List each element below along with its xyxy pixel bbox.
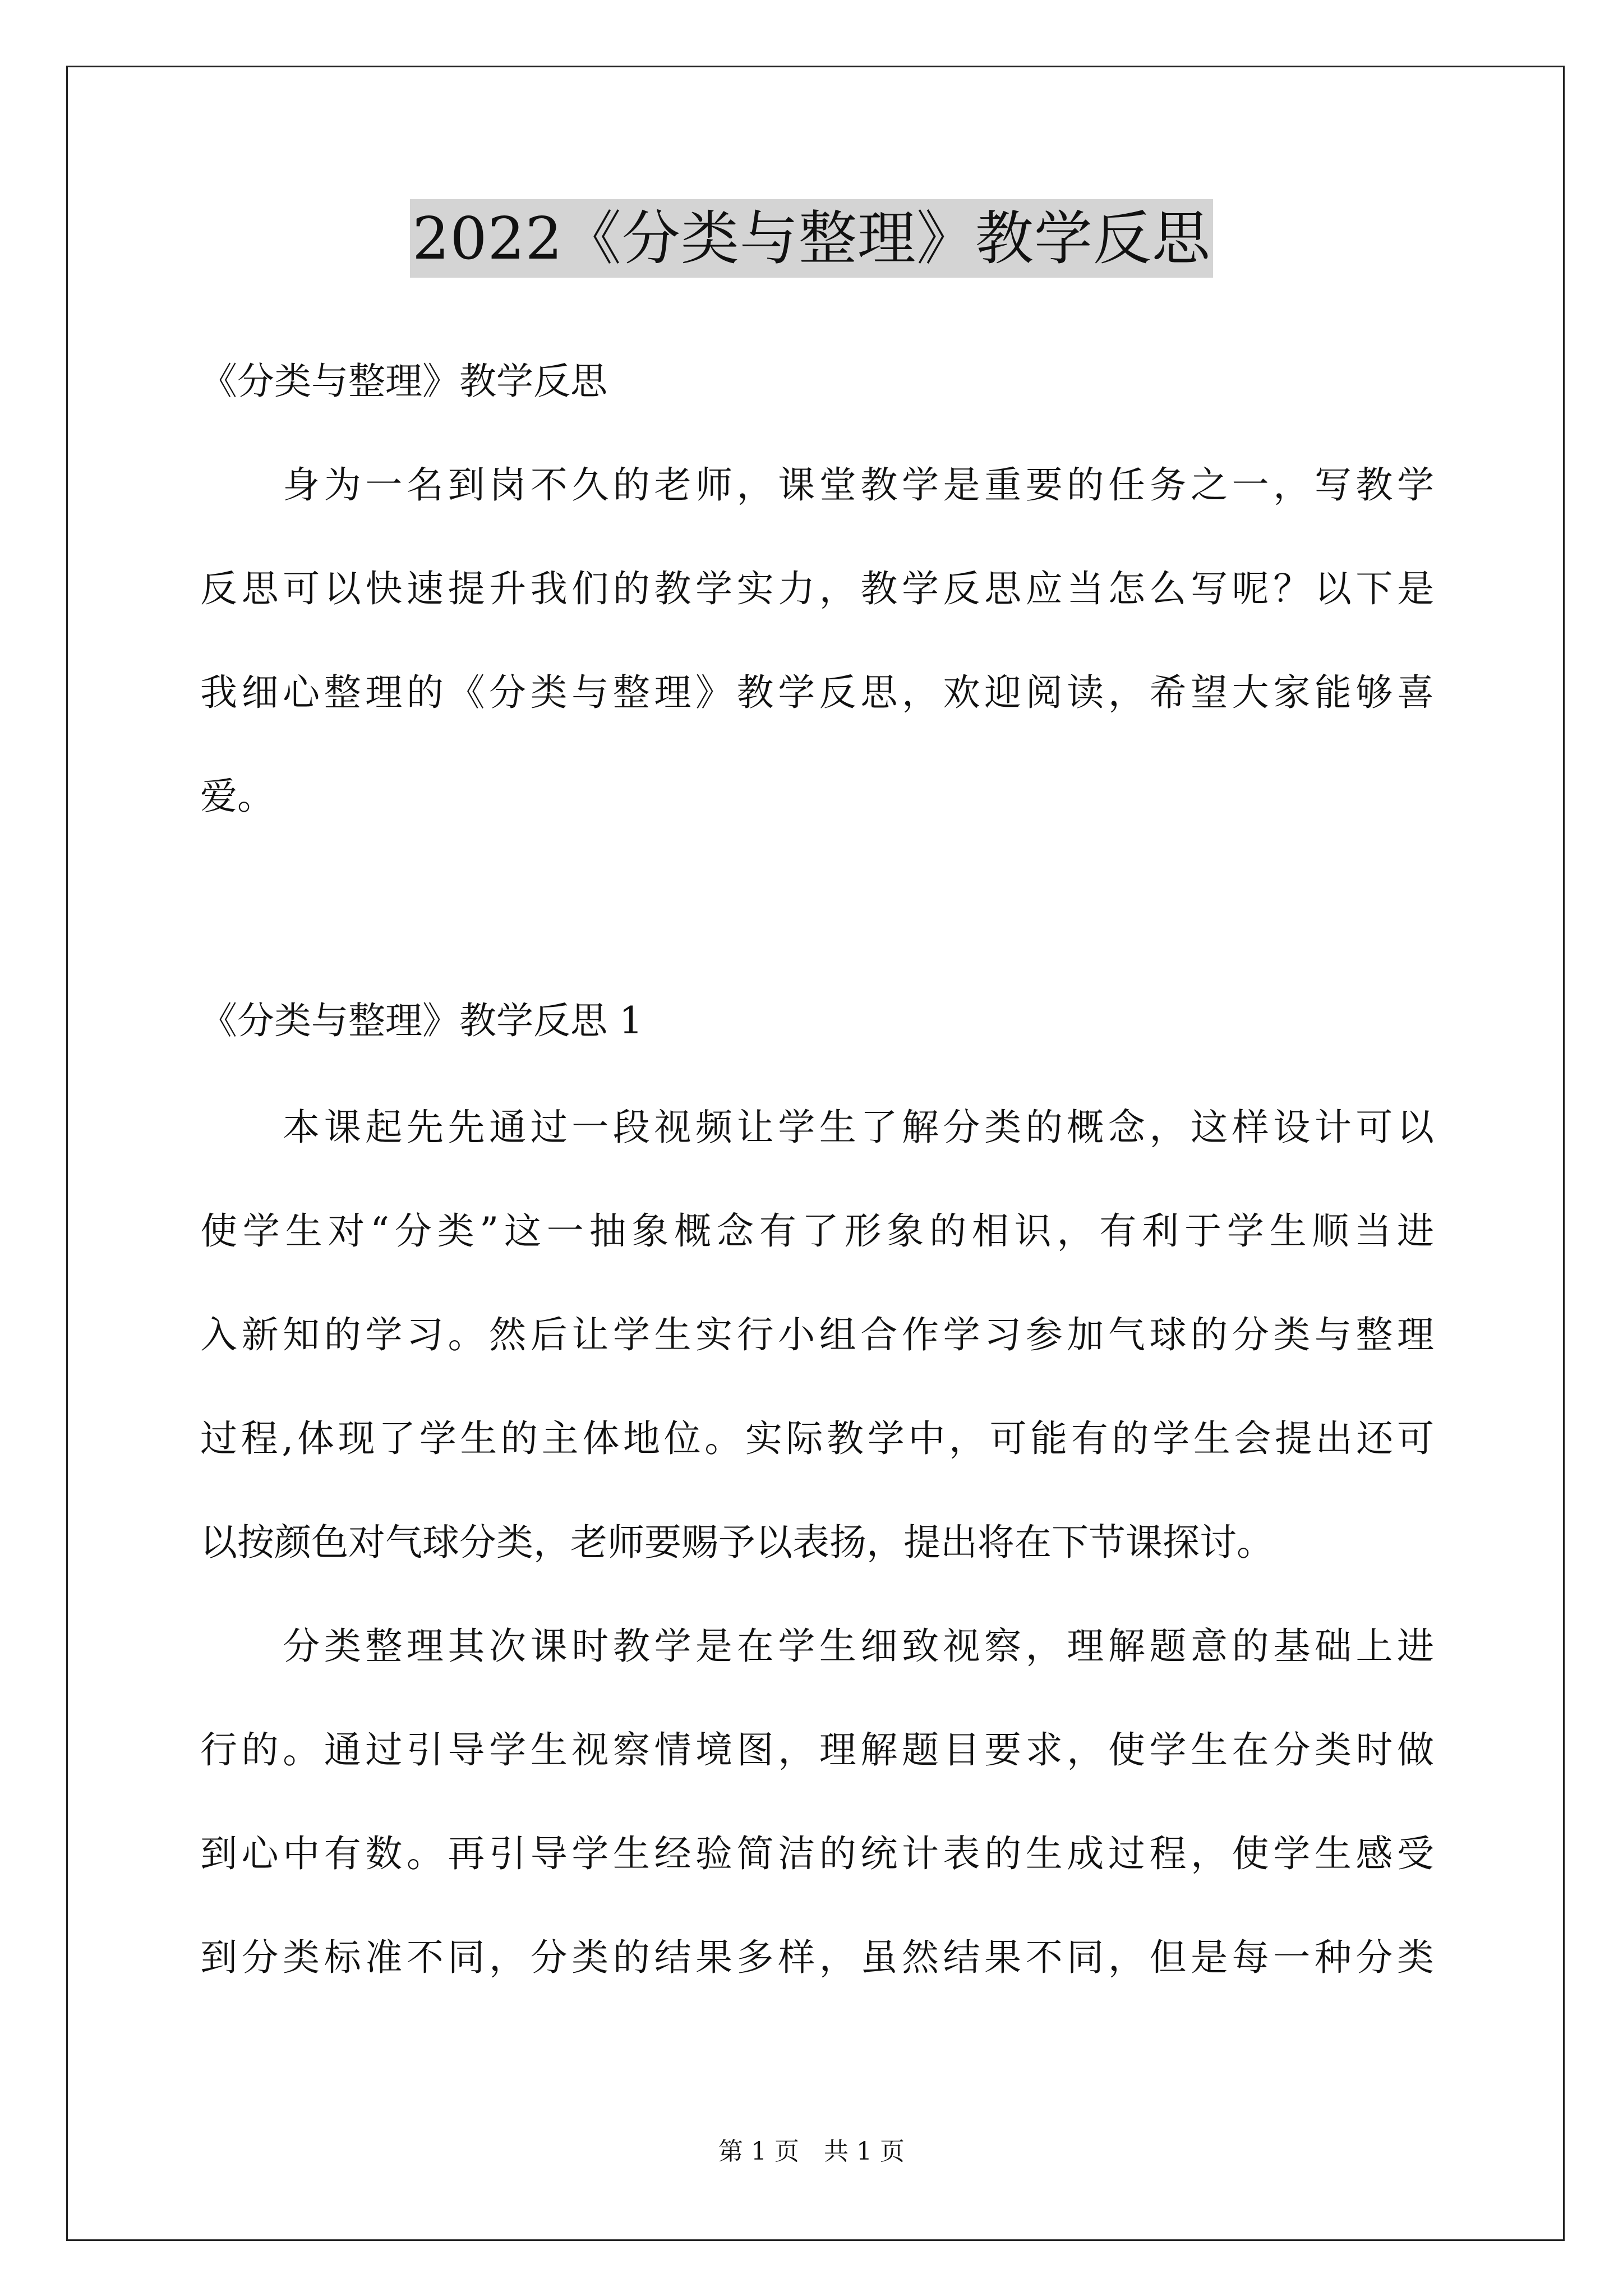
paragraph-line: 分类整理其次课时教学是在学生细致视察，理解题意的基础上进	[200, 1625, 1434, 1668]
paragraph-line: 本课起先先通过一段视频让学生了解分类的概念，这样设计可以	[200, 1106, 1434, 1149]
paragraph-line: 入新知的学习。然后让学生实行小组合作学习参加气球的分类与整理	[200, 1313, 1434, 1356]
intro-line: 我细心整理的《分类与整理》教学反思，欢迎阅读，希望大家能够喜	[200, 671, 1434, 714]
intro-line: 爱。	[200, 775, 274, 818]
paragraph-line: 过程,体现了学生的主体地位。实际教学中，可能有的学生会提出还可	[200, 1417, 1434, 1460]
document-title: 2022《分类与整理》教学反思	[410, 199, 1213, 278]
subtitle: 《分类与整理》教学反思	[200, 360, 607, 403]
paragraph-line: 行的。通过引导学生视察情境图，理解题目要求，使学生在分类时做	[200, 1728, 1434, 1772]
section-heading: 《分类与整理》教学反思 1	[200, 999, 643, 1042]
intro-line: 反思可以快速提升我们的教学实力，教学反思应当怎么写呢？以下是	[200, 567, 1434, 610]
paragraph-line: 到心中有数。再引导学生经验简洁的统计表的生成过程，使学生感受	[200, 1832, 1434, 1875]
page-footer: 第 1 页 共 1 页	[718, 2137, 905, 2166]
paragraph-line: 以按颜色对气球分类，老师要赐予以表扬，提出将在下节课探讨。	[200, 1521, 1274, 1564]
intro-line: 身为一名到岗不久的老师，课堂教学是重要的任务之一，写教学	[200, 463, 1434, 507]
paragraph-line: 使学生对“分类”这一抽象概念有了形象的相识，有利于学生顺当进	[200, 1209, 1434, 1253]
paragraph-line: 到分类标准不同，分类的结果多样，虽然结果不同，但是每一种分类	[200, 1936, 1434, 1979]
title-block	[0, 199, 1623, 278]
